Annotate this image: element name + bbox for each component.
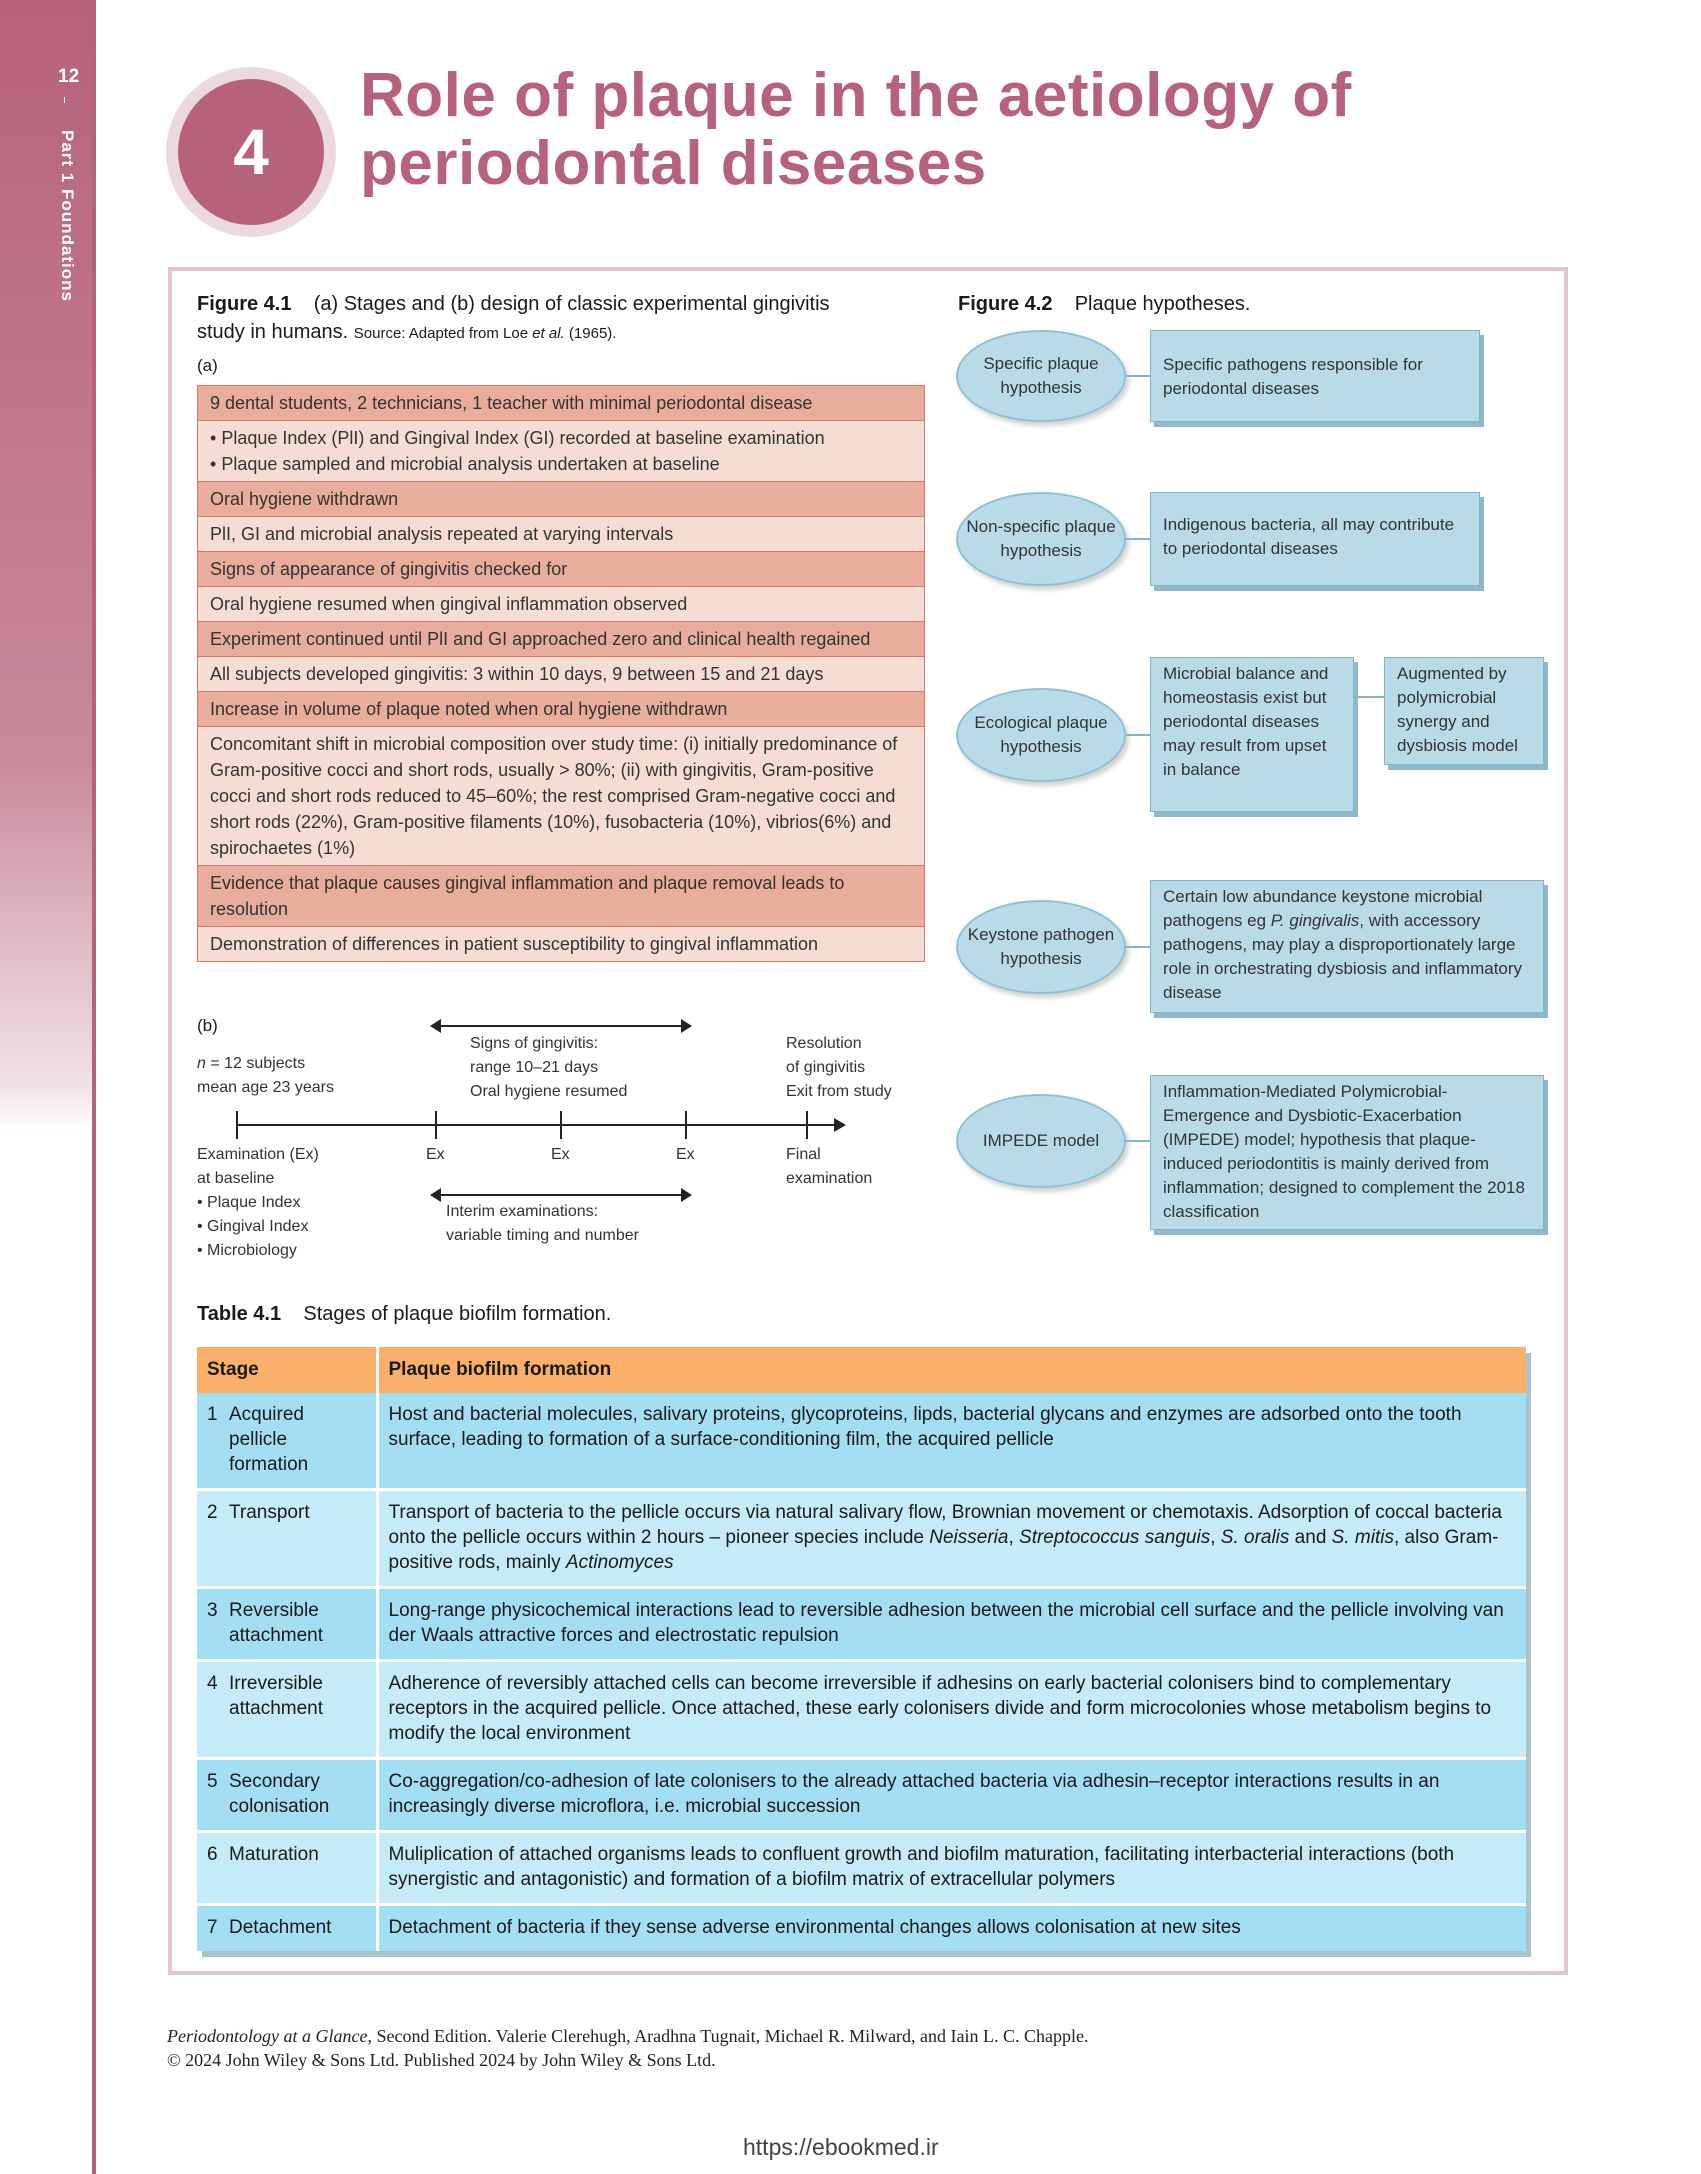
study-stage-row: Increase in volume of plaque noted when oral hygiene withdrawn xyxy=(197,692,925,727)
signs-range-arrow xyxy=(432,1025,690,1027)
study-stage-list xyxy=(197,385,925,962)
connector-line xyxy=(1126,538,1150,540)
table-row xyxy=(197,1905,1526,1952)
stage-number: 7 xyxy=(207,1917,218,1938)
table-header-row xyxy=(197,1347,1526,1393)
stage-number: 2 xyxy=(207,1502,218,1523)
table-row xyxy=(197,1588,1526,1661)
hypothesis-oval-impede: IMPEDE model xyxy=(956,1094,1126,1188)
stage-name: Secondary colonisation xyxy=(229,1771,330,1817)
timeline-final: Final examination xyxy=(786,1146,873,1187)
stage-number: 3 xyxy=(207,1600,218,1621)
timeline-ex-3: Ex xyxy=(676,1146,695,1163)
stage-number: 4 xyxy=(207,1673,218,1694)
figure-label: Figure 4.2 xyxy=(958,293,1053,315)
formation-description: Muliplication of attached organisms leads to confluent growth and biofilm maturation, facilitating interbacterial interactions (both synergistic and antagonistic) and formation of a biofilm matrix of extracellular polymers xyxy=(377,1832,1526,1905)
timeline-baseline: Examination (Ex) at baseline • Plaque Index • Gingival Index • Microbiology xyxy=(197,1143,319,1263)
connector-line xyxy=(1354,696,1384,698)
column-header-stage: Stage xyxy=(197,1347,377,1393)
formation-description: Transport of bacteria to the pellicle occurs via natural salivary flow, Brownian movement or chemotaxis. Adsorption of coccal bacteria onto the pellicle occurs within 2 hours – pioneer species include Neisseria, Streptococcus sanguis, S. oralis and S. mitis, also Gram-positive rods, mainly Actinomyces xyxy=(377,1490,1526,1588)
panel-b-label: (b) xyxy=(197,1016,218,1035)
study-stage-row: Experiment continued until PlI and GI approached zero and clinical health regained xyxy=(197,622,925,657)
chapter-title: Role of plaque in the aetiology of periodontal diseases xyxy=(360,61,1352,198)
stage-cell xyxy=(197,1490,377,1588)
chapter-number: 4 xyxy=(178,79,324,225)
figure-4-1-caption xyxy=(197,290,837,348)
study-stage-row: Signs of appearance of gingivitis checked for xyxy=(197,552,925,587)
hypothesis-oval-ecological: Ecological plaque hypothesis xyxy=(956,688,1126,782)
side-rule xyxy=(92,0,96,2174)
timeline-tick xyxy=(435,1111,437,1139)
study-stage-row: Evidence that plaque causes gingival inflammation and plaque removal leads to resolution xyxy=(197,866,925,927)
stage-number: 5 xyxy=(207,1771,218,1792)
copyright: © 2024 John Wiley & Sons Ltd. Published 2024 by John Wiley & Sons Ltd. xyxy=(167,2050,716,2070)
stage-cell xyxy=(197,1661,377,1759)
page-number-divider xyxy=(64,97,65,103)
stage-number: 6 xyxy=(207,1844,218,1865)
timeline-ex-1: Ex xyxy=(426,1146,445,1163)
book-title: Periodontology at a Glance xyxy=(167,2026,368,2046)
table-row xyxy=(197,1832,1526,1905)
hypothesis-box-ecological: Microbial balance and homeostasis exist but periodontal diseases may result from upset in balance xyxy=(1150,657,1354,812)
timeline-ex-2: Ex xyxy=(551,1146,570,1163)
stage-name: Acquired pellicle formation xyxy=(229,1404,309,1475)
hypothesis-box-impede: Inflammation-Mediated Polymicrobial-Emergence and Dysbiotic-Exacerbation (IMPEDE) model; hypothesis that plaque-induced periodontitis is mainly derived from inflammation; designed to complement the 2018 classification xyxy=(1150,1075,1544,1230)
study-stage-row xyxy=(197,421,925,482)
timeline-tick xyxy=(806,1111,808,1139)
book-edition: , Second Edition. Valerie Clerehugh, Aradhna Tugnait, Michael R. Milward, and Iain L. C. Chapple. xyxy=(367,2026,1089,2046)
footer-citation xyxy=(167,2024,1089,2072)
stage-cell xyxy=(197,1393,377,1490)
stage-cell xyxy=(197,1832,377,1905)
formation-description: Host and bacterial molecules, salivary proteins, glycoproteins, lipds, bacterial glycans and enzymes are adsorbed onto the tooth surface, leading to formation of a surface-conditioning film, the acquired pellicle xyxy=(377,1393,1526,1490)
timeline-axis xyxy=(237,1124,837,1126)
formation-description: Long-range physicochemical interactions lead to reversible adhesion between the microbial cell surface and the pellicle involving van der Waals attractive forces and electrostatic repulsion xyxy=(377,1588,1526,1661)
timeline-resolution: Resolution of gingivitis Exit from study xyxy=(786,1035,892,1100)
hypothesis-box-ecological-extra: Augmented by polymicrobial synergy and dysbiosis model xyxy=(1384,657,1544,765)
study-stage-row: Concomitant shift in microbial composition over study time: (i) initially predominance of Gram-positive cocci and short rods, usually > 80%; (ii) with gingivitis, Gram-positive cocci and short rods reduced to 45–60%; the rest comprised Gram-negative cocci and short rods (22%), Gram-positive filaments (10%), fusobacteria (10%), vibrios(6%) and spirochaetes (1%) xyxy=(197,727,925,866)
timeline-subjects: n = 12 subjects mean age 23 years xyxy=(197,1055,334,1096)
stage-name: Irreversible attachment xyxy=(229,1673,323,1719)
study-stage-row: PlI, GI and microbial analysis repeated at varying intervals xyxy=(197,517,925,552)
part-label: Part 1 Foundations xyxy=(58,130,77,302)
hypothesis-oval-non-specific: Non-specific plaque hypothesis xyxy=(956,492,1126,586)
study-stage-bullet: • Plaque Index (PlI) and Gingival Index (GI) recorded at baseline examination xyxy=(210,425,912,451)
side-band xyxy=(0,0,92,2174)
table-label: Table 4.1 xyxy=(197,1303,282,1325)
connector-line xyxy=(1126,1140,1150,1142)
study-stage-row: All subjects developed gingivitis: 3 within 10 days, 9 between 15 and 21 days xyxy=(197,657,925,692)
connector-line xyxy=(1126,734,1150,736)
hypothesis-box-non-specific: Indigenous bacteria, all may contribute to periodontal diseases xyxy=(1150,492,1480,586)
watermark-url: https://ebookmed.ir xyxy=(743,2134,939,2160)
table-row xyxy=(197,1393,1526,1490)
table-body xyxy=(197,1393,1526,1951)
timeline-tick xyxy=(685,1111,687,1139)
figure-caption-text: Plaque hypotheses. xyxy=(1074,293,1251,315)
study-stage-row: Oral hygiene withdrawn xyxy=(197,482,925,517)
table-row xyxy=(197,1490,1526,1588)
timeline-arrowhead xyxy=(834,1118,846,1132)
connector-line xyxy=(1126,375,1150,377)
interim-range-arrow xyxy=(432,1194,690,1196)
stage-cell xyxy=(197,1905,377,1952)
hypothesis-box-specific: Specific pathogens responsible for periodontal diseases xyxy=(1150,330,1480,422)
column-header-formation: Plaque biofilm formation xyxy=(377,1347,1526,1393)
formation-description: Co-aggregation/co-adhesion of late colonisers to the already attached bacteria via adhesin–receptor interactions results in an increasingly diverse microflora, i.e. microbial succession xyxy=(377,1759,1526,1832)
timeline-tick xyxy=(236,1111,238,1139)
stage-name: Maturation xyxy=(229,1844,319,1865)
figure-label: Figure 4.1 xyxy=(197,293,292,315)
hypothesis-oval-specific: Specific plaque hypothesis xyxy=(956,330,1126,422)
study-stage-row: 9 dental students, 2 technicians, 1 teacher with minimal periodontal disease xyxy=(197,385,925,421)
table-4-1-caption xyxy=(197,1303,611,1326)
page-number: 12 xyxy=(58,66,80,87)
table-row xyxy=(197,1759,1526,1832)
study-stage-bullet: • Plaque sampled and microbial analysis undertaken at baseline xyxy=(210,451,912,477)
table-caption-text: Stages of plaque biofilm formation. xyxy=(303,1303,612,1325)
stage-cell xyxy=(197,1759,377,1832)
hypothesis-oval-keystone: Keystone pathogen hypothesis xyxy=(956,900,1126,994)
study-stage-row: Demonstration of differences in patient susceptibility to gingival inflammation xyxy=(197,927,925,962)
timeline-tick xyxy=(560,1111,562,1139)
table-row xyxy=(197,1661,1526,1759)
panel-a-label: (a) xyxy=(197,356,218,375)
stage-cell xyxy=(197,1588,377,1661)
connector-line xyxy=(1126,946,1150,948)
stage-name: Detachment xyxy=(229,1917,332,1938)
timeline-interim: Interim examinations: variable timing and number xyxy=(446,1203,639,1244)
stage-name: Reversible attachment xyxy=(229,1600,323,1646)
hypothesis-box-keystone: Certain low abundance keystone microbial pathogens eg P. gingivalis, with accessory pathogens, may play a disproportionately large role in orchestrating dysbiosis and inflammatory disease xyxy=(1150,880,1544,1013)
stage-name: Transport xyxy=(229,1502,310,1523)
figure-source: Source: Adapted from Loe et al. (1965). xyxy=(353,325,617,342)
figure-caption-text: (a) Stages and (b) design of classic experimental gingivitis study in humans. xyxy=(197,293,830,343)
formation-description: Detachment of bacteria if they sense adverse environmental changes allows colonisation at new sites xyxy=(377,1905,1526,1952)
stage-number: 1 xyxy=(207,1404,218,1425)
study-stage-row: Oral hygiene resumed when gingival inflammation observed xyxy=(197,587,925,622)
formation-description: Adherence of reversibly attached cells can become irreversible if adhesins on early bacterial colonisers bind to complementary receptors in the acquired pellicle. Once attached, these early colonisers divide and form microcolonies whose metabolism begins to modify the local environment xyxy=(377,1661,1526,1759)
figure-4-2-caption xyxy=(958,290,1250,318)
biofilm-stages-table xyxy=(197,1347,1526,1951)
timeline-signs: Signs of gingivitis: range 10–21 days Oral hygiene resumed xyxy=(470,1035,628,1100)
